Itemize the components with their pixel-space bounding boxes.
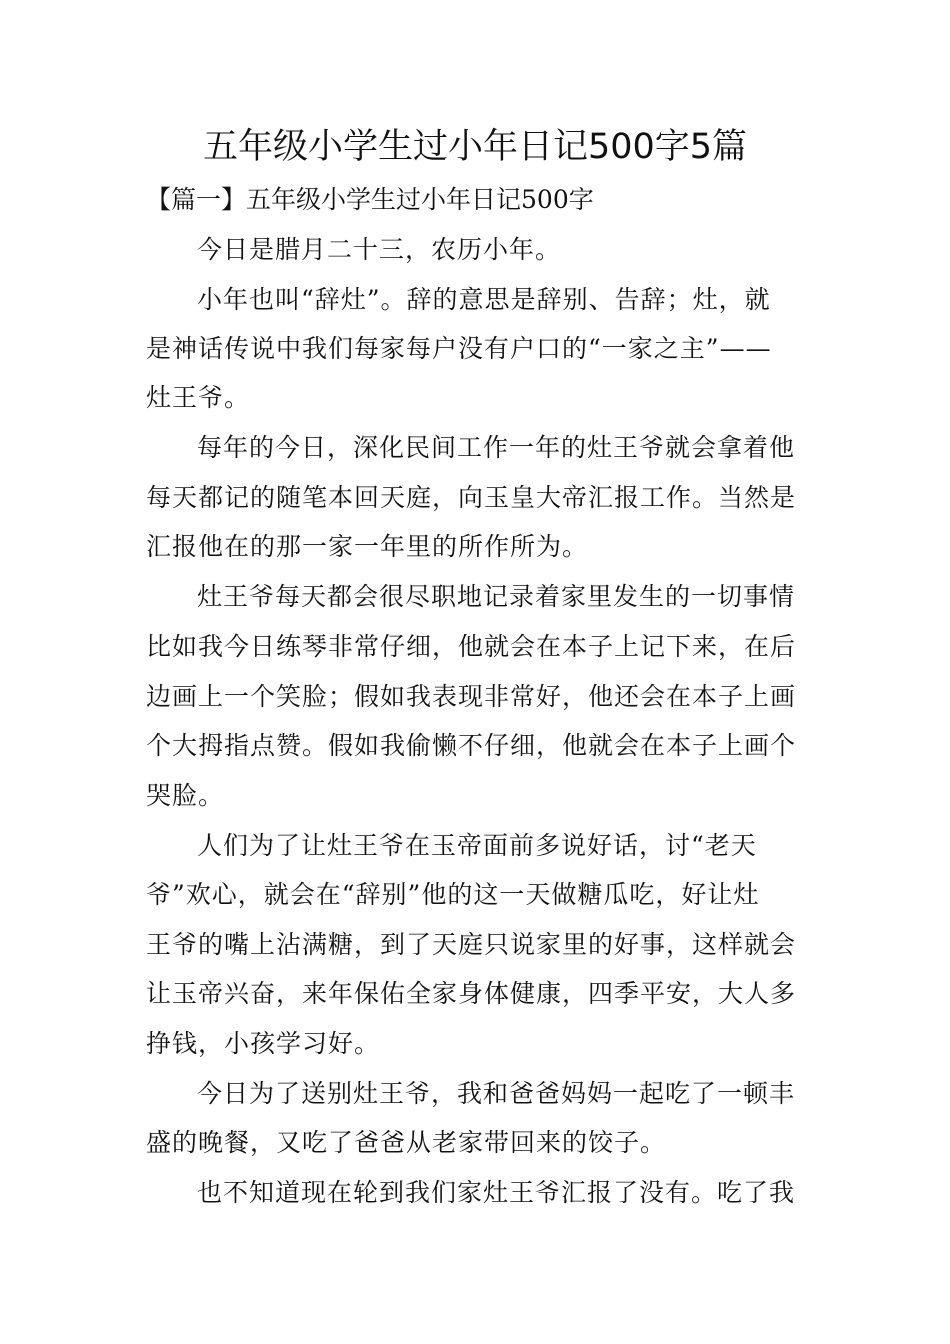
text-line: 个大拇指点赞。假如我偷懒不仔细，他就会在本子上画个 [146,731,797,760]
text-line: 今日是腊月二十三，农历小年。 [197,235,562,264]
text-line: 今日为了送别灶王爷，我和爸爸妈妈一起吃了一顿丰 [197,1079,796,1108]
text-line: 哭脸。 [146,781,225,810]
text-line: 爷”欢心，就会在“辞别”他的这一天做糖瓜吃，好让灶 [146,880,760,909]
text-line: 汇报他在的那一家一年里的所作所为。 [146,532,589,561]
text-line: 盛的晚餐，又吃了爸爸从老家带回来的饺子。 [146,1128,667,1157]
text-line: 是神话传说中我们每家每户没有户口的“一家之主”—— [146,334,772,363]
text-line: 王爷的嘴上沾满糖，到了天庭只说家里的好事，这样就会 [146,930,797,959]
text-line: 灶王爷每天都会很尽职地记录着家里发生的一切事情 [197,582,796,611]
text-line: 每年的今日，深化民间工作一年的灶王爷就会拿着他 [197,433,796,462]
text-line: 比如我今日练琴非常仔细，他就会在本子上记下来，在后 [146,632,797,661]
text-line: 人们为了让灶王爷在玉帝面前多说好话，讨“老天 [197,831,757,860]
text-line: 挣钱，小孩学习好。 [146,1029,381,1058]
section-heading: 【篇一】五年级小学生过小年日记500字 [146,185,594,214]
text-line: 让玉帝兴奋，来年保佑全家身体健康，四季平安，大人多 [146,979,797,1008]
text-line: 小年也叫“辞灶”。辞的意思是辞别、告辞；灶，就 [197,285,771,314]
text-line: 边画上一个笑脸；假如我表现非常好，他还会在本子上画 [146,682,797,711]
text-line: 灶王爷。 [146,383,251,412]
text-line: 也不知道现在轮到我们家灶王爷汇报了没有。吃了我 [197,1178,796,1207]
text-line: 每天都记的随笔本回天庭，向玉皇大帝汇报工作。当然是 [146,483,797,512]
document-title: 五年级小学生过小年日记500字5篇 [202,127,748,167]
